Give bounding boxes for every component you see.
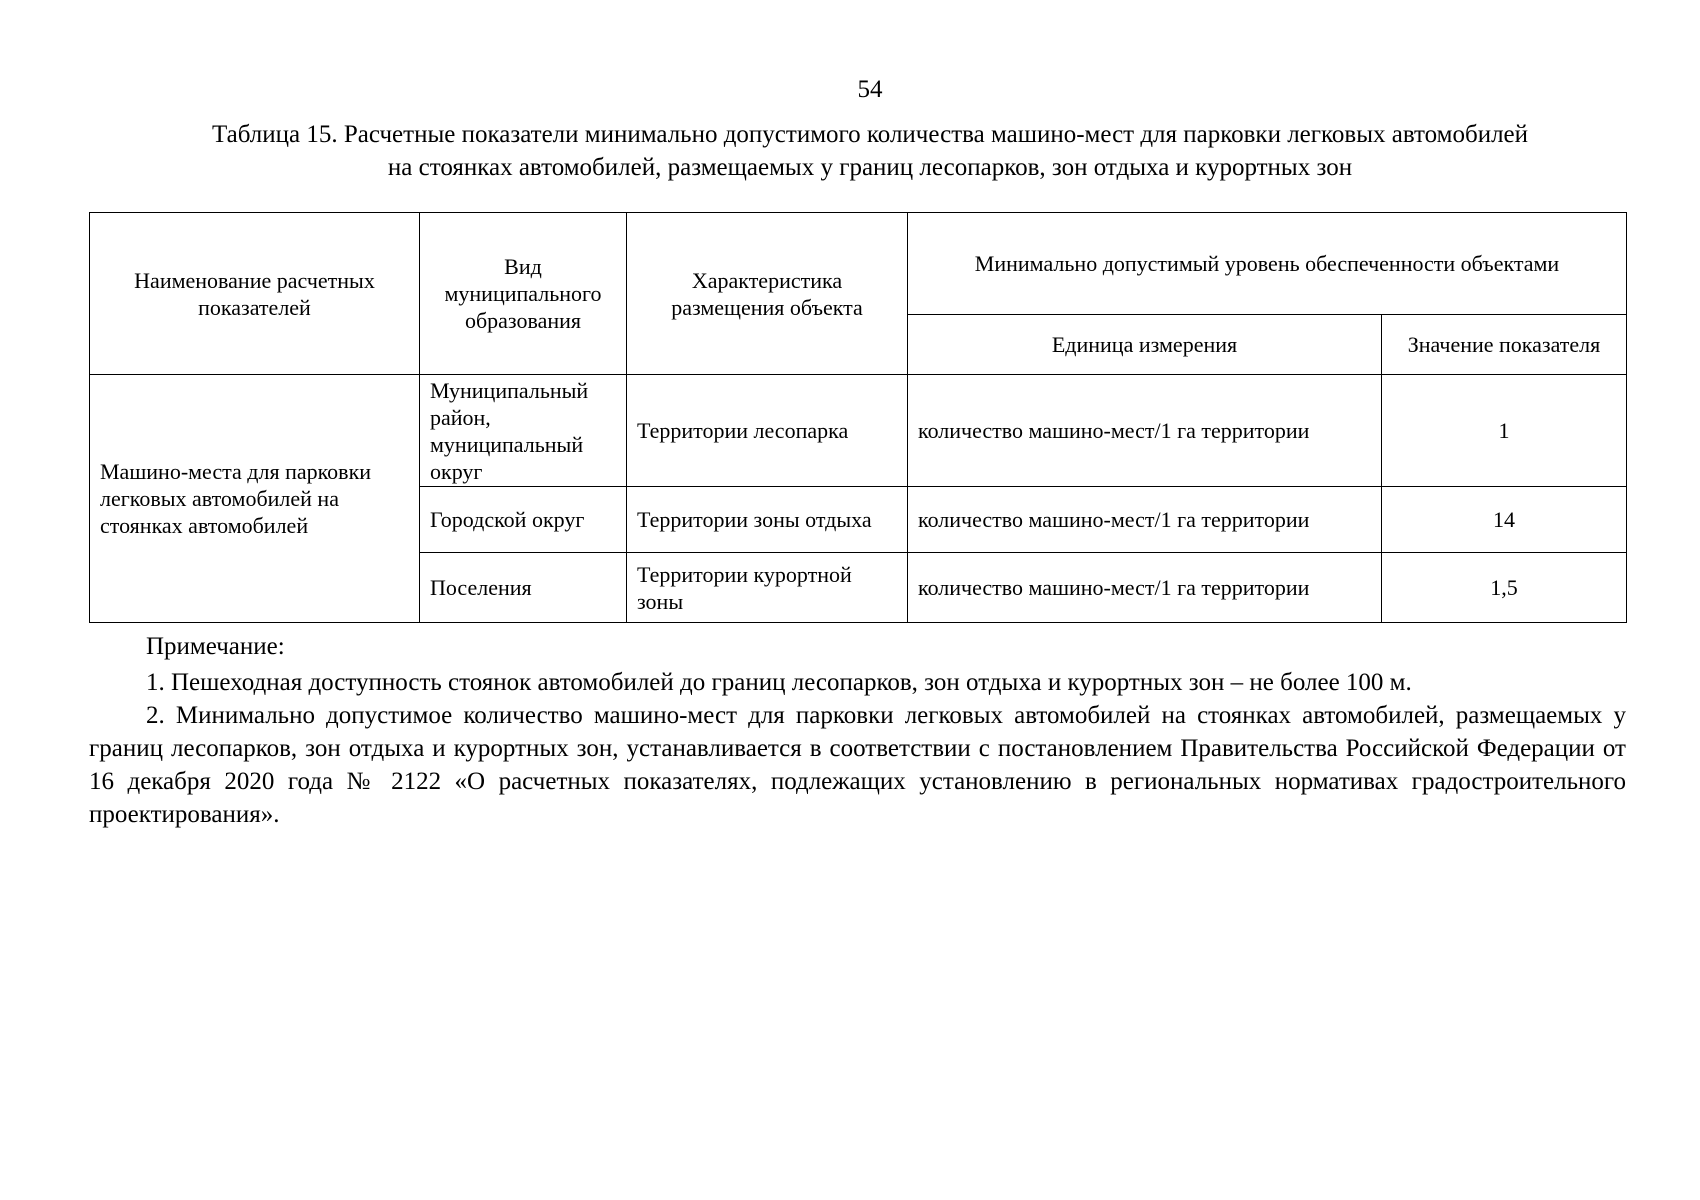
table-caption-line-1: Таблица 15. Расчетные показатели минимально допустимого количества машино-мест для парковки легковых автомобилей xyxy=(211,121,1529,148)
note-item-2: 2. Минимально допустимое количество машино-мест для парковки легковых автомобилей на стоянках автомобилей, размещаемых у границ лесопарков, зон отдыха и курортных зон, устанавливается в соответствии с постановлением Правительства Российской Федерации от 16 декабря 2020 года № 2122 «О расчетных показателях, подлежащих установлению в региональных нормативах градостроительного проектирования». xyxy=(89,702,1626,828)
value-cell: 14 xyxy=(1382,487,1627,553)
placement-cell: Территории курортной зоны xyxy=(627,553,908,623)
header-min-level: Минимально допустимый уровень обеспеченности объектами xyxy=(908,213,1627,315)
municipality-type-cell: Поселения xyxy=(420,553,627,623)
unit-cell: количество машино-мест/1 га территории xyxy=(908,487,1382,553)
value-cell: 1,5 xyxy=(1382,553,1627,623)
header-placement: Характеристика размещения объекта xyxy=(627,213,908,375)
header-municipality-type: Вид муниципального образования xyxy=(420,213,627,375)
placement-cell: Территории лесопарка xyxy=(627,375,908,487)
table-caption-line-2: на стоянках автомобилей, размещаемых у границ лесопарков, зон отдыха и курортных зон xyxy=(387,154,1353,181)
page-number: 54 xyxy=(857,76,883,103)
table-row xyxy=(90,375,1627,487)
note-item-1: 1. Пешеходная доступность стоянок автомобилей до границ лесопарков, зон отдыха и курортных зон – не более 100 м. xyxy=(146,669,1412,696)
notes-title: Примечание: xyxy=(146,633,285,660)
municipality-type-cell: Муниципальный район, муниципальный округ xyxy=(420,375,627,487)
unit-cell: количество машино-мест/1 га территории xyxy=(908,375,1382,487)
notes-section xyxy=(89,630,1626,831)
unit-cell: количество машино-мест/1 га территории xyxy=(908,553,1382,623)
municipality-type-cell: Городской округ xyxy=(420,487,627,553)
table-header-row xyxy=(90,213,1627,315)
parking-indicators-table xyxy=(89,212,1627,623)
header-indicator-name: Наименование расчетных показателей xyxy=(90,213,420,375)
header-value: Значение показателя xyxy=(1382,315,1627,375)
value-cell: 1 xyxy=(1382,375,1627,487)
placement-cell: Территории зоны отдыха xyxy=(627,487,908,553)
table-caption xyxy=(110,118,1630,184)
indicator-name-cell: Машино-места для парковки легковых автомобилей на стоянках автомобилей xyxy=(90,375,420,623)
header-unit: Единица измерения xyxy=(908,315,1382,375)
